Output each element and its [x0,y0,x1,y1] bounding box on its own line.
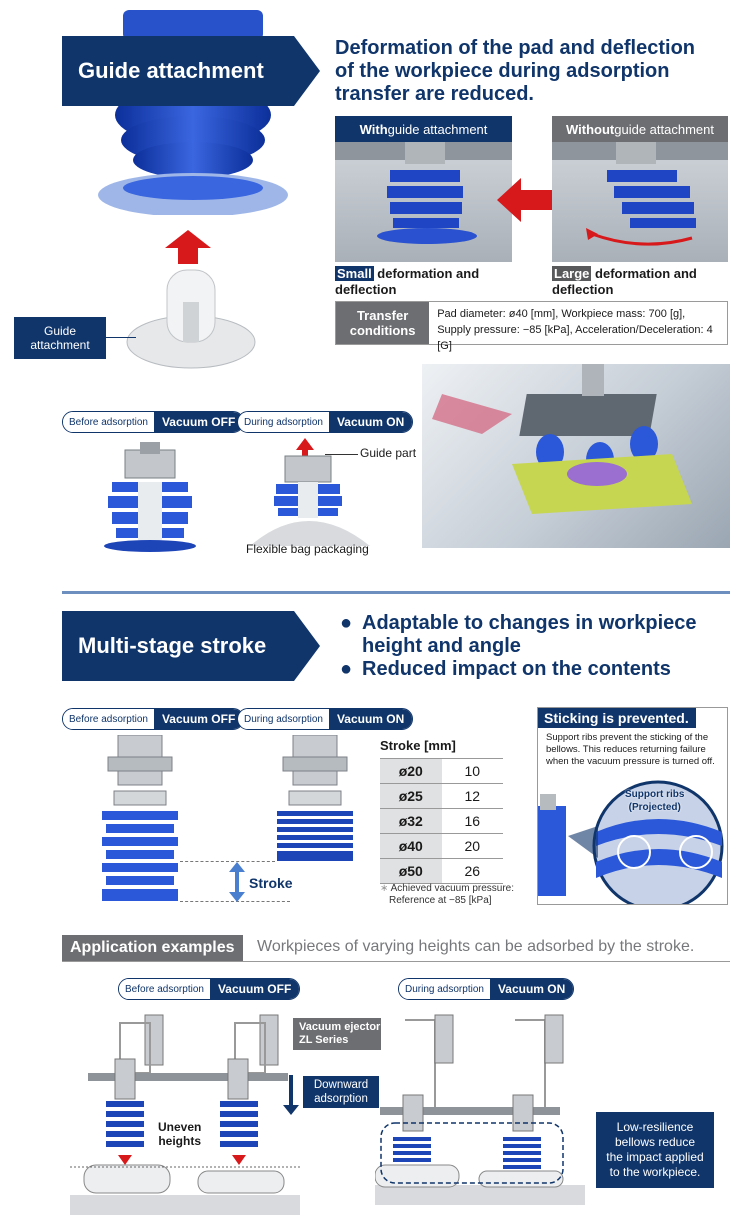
downward-line: Downward [313,1079,369,1091]
downward-adsorption-label [303,1076,379,1108]
flexible-bag-label: Flexible bag packaging [246,542,369,556]
section1-headline [335,37,735,106]
stroke-table-title: Stroke [mm] [380,738,456,753]
label-line: Guide [43,324,77,338]
stroke-table-row [380,809,503,834]
bellows-extended [100,735,180,905]
cross-section-after [250,436,370,546]
small-line2: deflection [335,282,397,297]
application-subtitle: Workpieces of varying heights can be adsorbed by the stroke. [257,938,695,955]
bellows-compressed [275,735,355,865]
label-line: Transfer [356,308,409,323]
cross-section-before [100,442,200,552]
ejector-line: ZL Series [299,1034,349,1046]
application-title: Application examples [62,935,243,961]
tag-before-adsorption [62,411,244,433]
leader-line [106,337,136,338]
headline-line: transfer are reduced. [335,83,534,105]
sticking-line: when the vacuum pressure is turned off. [546,756,715,767]
robot-gripper-photo [422,364,730,548]
uneven-line: heights [158,1134,202,1148]
stroke-cell: 26 [464,863,481,879]
transfer-conditions-values [429,302,727,352]
tag-right: Vacuum ON [490,979,573,999]
vacuum-ejector-label [293,1018,381,1050]
ejector-line: Vacuum ejector [299,1021,381,1033]
stroke-double-arrow-icon [229,862,245,902]
tag-during-adsorption [237,708,413,730]
with-attachment-photo [335,142,512,262]
tag-before-adsorption [62,708,244,730]
stroke-note [380,883,514,907]
large-rest: deformation and [591,266,697,281]
low-res-line: Low-resilience [616,1120,694,1134]
stroke-table-row [380,759,503,784]
banner-title: Guide attachment [78,58,264,83]
low-resilience-label [596,1112,714,1188]
section-divider [62,591,730,594]
section2-bullets [340,612,740,681]
support-ribs-label [625,788,684,814]
sticking-title: Sticking is prevented. [538,708,696,728]
stroke-guide-line [180,861,275,863]
label-line: conditions [349,323,416,338]
transfer-line: Supply pressure: −85 [kPa], Acceleration/Deceleration: 4 [G] [437,324,713,352]
stroke-table-row [380,834,503,859]
bullet-line: Reduced impact on the contents [362,658,671,680]
diameter-cell: ø25 [380,784,442,809]
sticking-line: Support ribs prevent the sticking of the [546,732,709,743]
large-deformation-caption [552,266,732,298]
guide-attachment-part [125,262,260,377]
stroke-cell: 16 [464,813,481,829]
headline-line: Deformation of the pad and deflection [335,37,696,59]
note-bullet: ∗ [380,883,389,894]
with-rest: guide attachment [387,121,488,137]
tag-before-adsorption [118,978,300,1000]
stroke-table-row [380,859,503,884]
up-arrow-icon [165,230,211,264]
tag-right: Vacuum ON [329,709,412,729]
tag-right: Vacuum ON [329,412,412,432]
stroke-cell: 10 [464,763,481,779]
sticking-prevented-box [537,707,728,905]
support-ribs-line: (Projected) [628,802,681,813]
without-rest: guide attachment [614,121,714,137]
guide-part-label: Guide part [360,446,417,460]
tag-left: Before adsorption [63,709,154,729]
transfer-conditions [335,301,728,352]
stroke-cell: 12 [464,788,481,804]
guide-attachment-label [14,317,106,359]
note-line: Achieved vacuum pressure: [390,883,515,894]
without-attachment-photo [552,142,728,262]
small-rest: deformation and [373,266,480,281]
diameter-cell: ø40 [380,834,442,859]
label-line: attachment [30,338,90,352]
transfer-conditions-label [336,302,429,344]
note-line: Reference at −85 [kPa] [389,895,492,906]
downward-line: adsorption [314,1093,368,1105]
diameter-cell: ø32 [380,809,442,834]
tag-during-adsorption [398,978,574,1000]
bullet-item: ● Adaptable to changes in workpiece height and angle [340,612,697,657]
bullet-line: Adaptable to changes in workpiece [362,612,697,634]
low-res-line: the impact applied [606,1150,704,1164]
left-arrow-icon [497,178,555,222]
tag-left: During adsorption [399,979,490,999]
application-rule [62,961,730,962]
without-bold: Without [566,121,615,137]
tag-right: Vacuum OFF [210,979,299,999]
stroke-cell: 20 [464,838,481,854]
leader-line [325,454,358,455]
tag-left: Before adsorption [119,979,210,999]
large-line2: deflection [552,282,614,297]
uneven-line: Uneven [158,1120,202,1134]
stroke-label: Stroke [249,875,293,891]
large-highlight: Large [554,266,590,281]
guide-attachment-banner [62,36,294,106]
stroke-table [380,758,503,884]
with-bold: With [359,121,388,137]
small-deformation-caption [335,266,515,298]
banner-arrow [294,36,320,106]
diameter-cell: ø50 [380,859,442,884]
application-after-diagram [375,1005,585,1215]
application-before-diagram [70,1005,300,1215]
with-attachment-header [335,116,512,142]
support-rib-zoom [538,766,728,905]
bullet-line: height and angle [362,635,521,657]
tag-right: Vacuum OFF [154,412,243,432]
headline-line: of the workpiece during adsorption [335,60,670,82]
tag-during-adsorption [237,411,413,433]
stroke-table-row [380,784,503,809]
transfer-line: Pad diameter: ø40 [mm], Workpiece mass: 700 [g], [437,308,686,320]
bullet-item: ● Reduced impact on the contents [340,658,671,680]
tag-left: During adsorption [238,412,329,432]
sticking-line: bellows. This reduces returning failure [546,744,706,755]
banner-arrow [294,611,320,681]
tag-left: During adsorption [238,709,329,729]
low-res-line: to the workpiece. [609,1165,701,1179]
down-arrow-icon [283,1075,299,1115]
banner-title: Multi-stage stroke [78,633,267,658]
support-ribs-line: Support ribs [625,789,685,800]
uneven-heights-label [158,1120,201,1148]
low-res-line: bellows reduce [614,1135,696,1149]
diameter-cell: ø20 [380,759,442,784]
tag-left: Before adsorption [63,412,154,432]
without-attachment-header [552,116,728,142]
multi-stage-banner [62,611,294,681]
small-highlight: Small [337,266,372,281]
tag-right: Vacuum OFF [154,709,243,729]
